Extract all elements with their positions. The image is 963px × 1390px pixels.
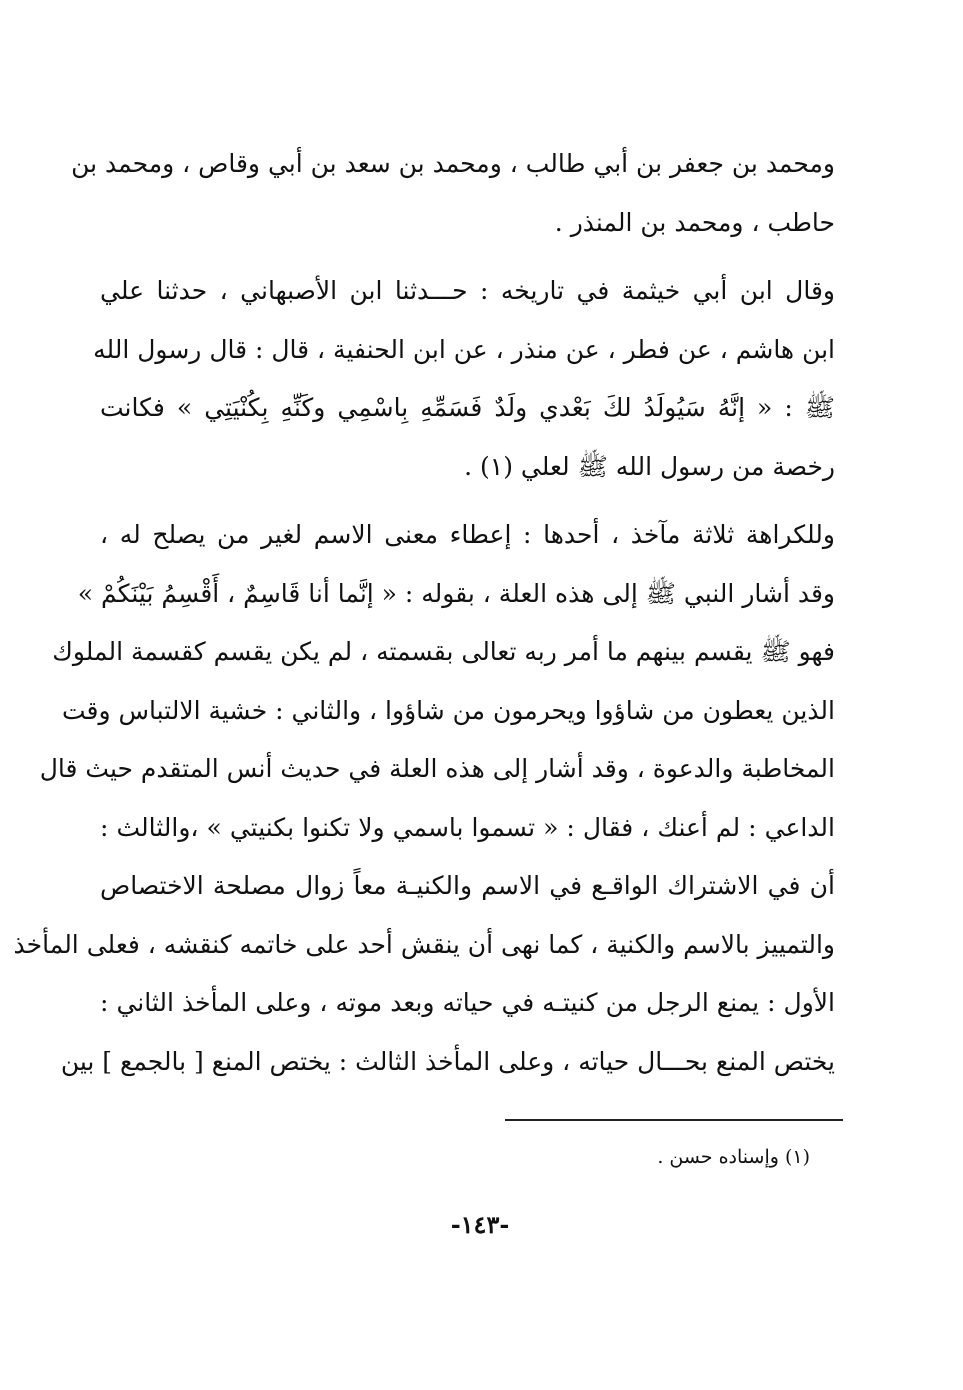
text-line: ﷺ : « إنَّهُ سَيُولَدُ لكَ بَعْدي ولَدٌ فَسَمِّهِ بِاسْمِي وكَنِّهِ بِكُنْيَتِي » فكانت [100,393,835,422]
footnote-divider [505,1119,843,1121]
paragraph-3 [13,506,835,1091]
page-number: -١٤٣- [450,1210,510,1239]
text-line: وقال ابن أبي خيثمة في تاريخه : حـــدثنا ابن الأصبهاني ، حدثنا علي [100,276,835,305]
text-line: يختص المنع بحـــال حياته ، وعلى المأخذ الثالث : يختص المنع [ بالجمع ] بين [60,1046,835,1076]
text-line: المخاطبة والدعوة ، وقد أشار إلى هذه العلة في حديث أنس المتقدم حيث قال [39,754,835,783]
text-line: رخصة من رسول الله ﷺ لعلي (١) . [464,451,835,481]
text-line: وقد أشار النبي ﷺ إلى هذه العلة ، بقوله : « إنَّما أنا قَاسِمٌ ، أَقْسِمُ بَيْنَكُمْ » [77,578,835,608]
text-line: الذين يعطون من شاؤوا ويحرمون من شاؤوا ، والثاني : خشية الالتباس وقت [61,695,835,725]
paragraph-2 [93,262,835,496]
text-line: ابن هاشم ، عن فطر ، عن منذر ، عن ابن الحنفية ، قال : قال رسول الله [93,334,835,364]
text-line: الداعي : لم أعنك ، فقال : « تسموا باسمي ولا تكنوا بكنيتي » ،والثالث : [100,812,835,842]
text-line: حاطب ، ومحمد بن المنذر . [554,207,835,237]
text-line: والتمييز بالاسم والكنية ، كما نهى أن ينقش أحد على خاتمه كنقشه ، فعلى المأخذ [13,929,835,959]
body-text [13,135,835,1091]
text-line: ومحمد بن جعفر بن أبي طالب ، ومحمد بن سعد بن أبي وقاص ، ومحمد بن [71,149,835,178]
footnote: (١) وإسناده حسن . [657,1146,810,1168]
text-line: أن في الاشتراك الواقـع في الاسم والكنيـة معاً زوال مصلحة الاختصاص [100,871,835,900]
paragraph-1 [71,135,835,252]
text-line: وللكراهة ثلاثة مآخذ ، أحدها : إعطاء معنى الاسم لغير من يصلح له ، [100,520,835,549]
text-line: فهو ﷺ يقسم بينهم ما أمر ربه تعالى بقسمته ، لم يكن يقسم كقسمة الملوك [52,637,835,666]
text-line: الأول : يمنع الرجل من كنيتـه في حياته وبعد موته ، وعلى المأخذ الثاني : [100,988,835,1017]
